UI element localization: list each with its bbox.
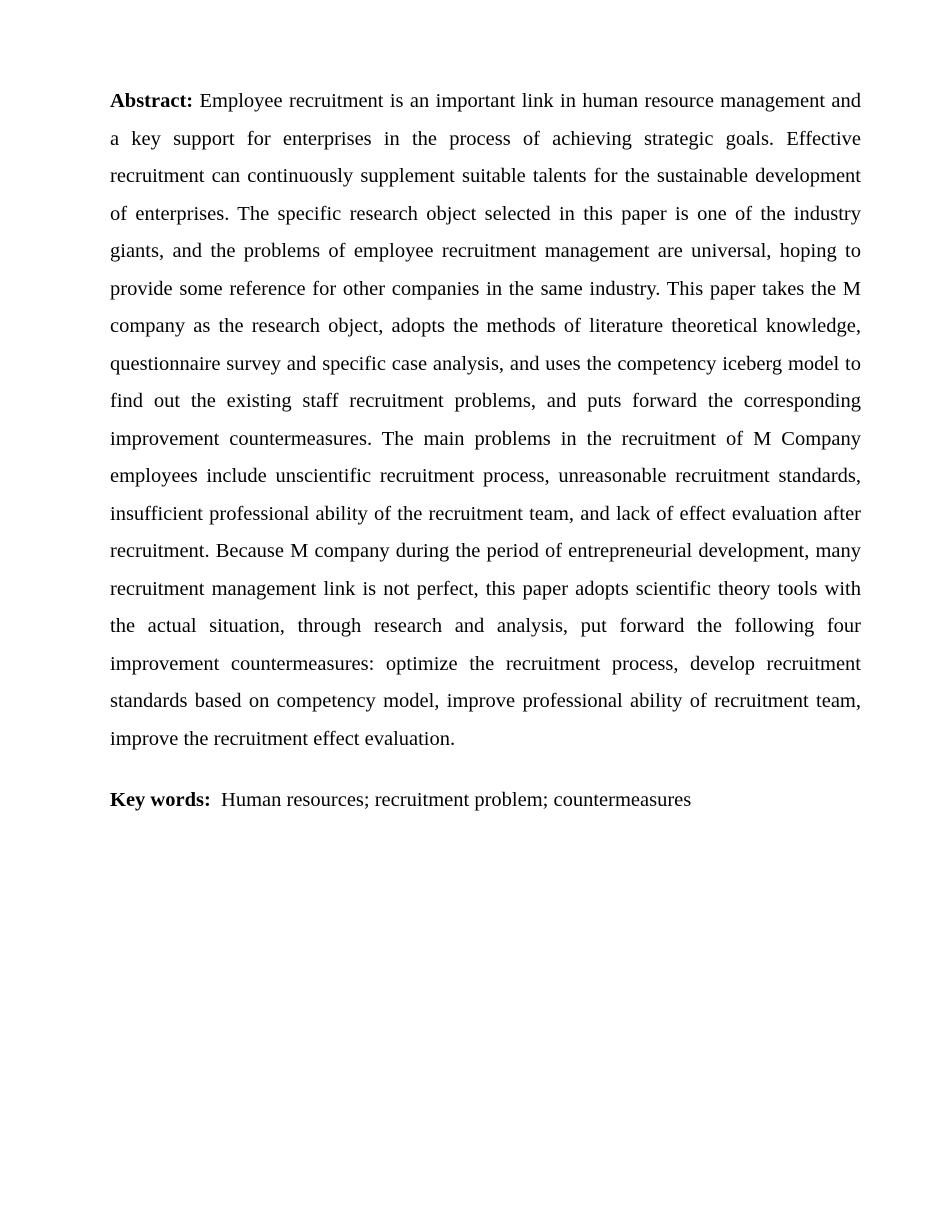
abstract-paragraph (110, 83, 861, 758)
abstract-section (110, 83, 861, 820)
keywords-label: Key words: (110, 789, 211, 811)
abstract-text: Employee recruitment is an important link in human resource management and a key support for enterprises in the process of achieving strategic goals. Effective recruitment can continuously supplement suitable talents for the sustainable development of enterprises. The specific research object selected in this paper is one of the industry giants, and the problems of employee recruitment management are universal, hoping to provide some reference for other companies in the same industry. This paper takes the M company as the research object, adopts the methods of literature theoretical knowledge, questionnaire survey and specific case analysis, and uses the competency iceberg model to find out the existing staff recruitment problems, and puts forward the corresponding improvement countermeasures. The main problems in the recruitment of M Company employees include unscientific recruitment process, unreasonable recruitment standards, insufficient professional ability of the recruitment team, and lack of effect evaluation after recruitment. Because M company during the period of entrepreneurial development, many recruitment management link is not perfect, this paper adopts scientific theory tools with the actual situation, through research and analysis, put forward the following four improvement countermeasures: optimize the recruitment process, develop recruitment standards based on competency model, improve professional ability of recruitment team, improve the recruitment effect evaluation. (110, 90, 862, 750)
abstract-label: Abstract: (110, 90, 194, 112)
keywords-paragraph (110, 782, 861, 820)
keywords-text: Human resources; recruitment problem; countermeasures (221, 789, 692, 811)
